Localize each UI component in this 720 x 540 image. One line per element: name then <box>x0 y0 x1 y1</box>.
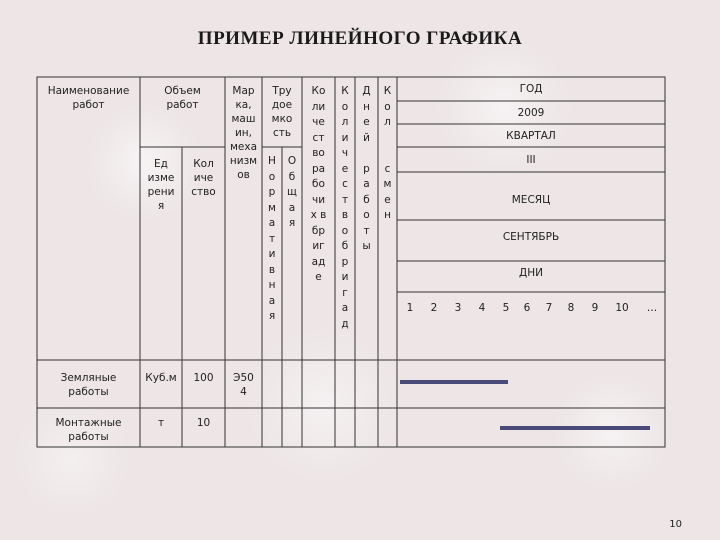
row-2-unit: т <box>157 417 165 429</box>
header-days-label: ДНИ <box>519 267 543 279</box>
header-shift-count: К о л с м е н <box>383 85 392 221</box>
day-2: 2 <box>430 302 438 314</box>
header-quarter-label: КВАРТАЛ <box>506 130 556 142</box>
header-machine: Мар ка, маш ин, меха низм ов <box>229 85 258 181</box>
day-ellipsis: … <box>646 302 658 314</box>
day-9: 9 <box>591 302 599 314</box>
header-year-label: ГОД <box>519 83 543 95</box>
header-month-label: МЕСЯЦ <box>511 194 551 206</box>
day-1: 1 <box>406 302 414 314</box>
header-duration: Д н е й р а б о т ы <box>362 85 371 252</box>
header-labor: Тру дое мко сть <box>271 85 293 139</box>
day-5: 5 <box>502 302 510 314</box>
row-2-name: Монтажные работы <box>55 417 122 443</box>
row-1-unit: Куб.м <box>145 372 177 384</box>
slide-title: ПРИМЕР ЛИНЕЙНОГО ГРАФИКА <box>197 28 523 49</box>
row-1-name: Земляные работы <box>60 372 117 398</box>
header-name: Наименование работ <box>47 85 130 111</box>
header-labor-total: О б щ а я <box>287 155 297 229</box>
row-1-qty: 100 <box>193 372 214 384</box>
header-quarter: III <box>526 154 536 166</box>
header-shifts: К о л и ч е с т в о б р и г а д <box>341 85 349 330</box>
day-4: 4 <box>478 302 486 314</box>
day-6: 6 <box>523 302 531 314</box>
day-7: 7 <box>545 302 553 314</box>
gantt-bar-assembly <box>500 426 650 430</box>
header-year: 2009 <box>517 107 545 119</box>
header-qty: Кол иче ство <box>191 158 216 198</box>
row-1-machine: Э50 4 <box>233 372 254 398</box>
header-unit: Ед изме рени я <box>147 158 175 212</box>
header-volume: Объем работ <box>164 85 201 111</box>
row-2-qty: 10 <box>196 417 211 429</box>
header-month: СЕНТЯБРЬ <box>502 231 560 243</box>
day-10: 10 <box>615 302 629 314</box>
day-8: 8 <box>567 302 575 314</box>
day-3: 3 <box>454 302 462 314</box>
header-labor-norm: Н о р м а т и в н а я <box>268 155 276 322</box>
header-workers: Ко ли че ст во ра бо чи х в бр иг ад е <box>310 85 327 283</box>
gantt-bar-earthworks <box>400 380 508 384</box>
page-number: 10 <box>669 519 682 530</box>
